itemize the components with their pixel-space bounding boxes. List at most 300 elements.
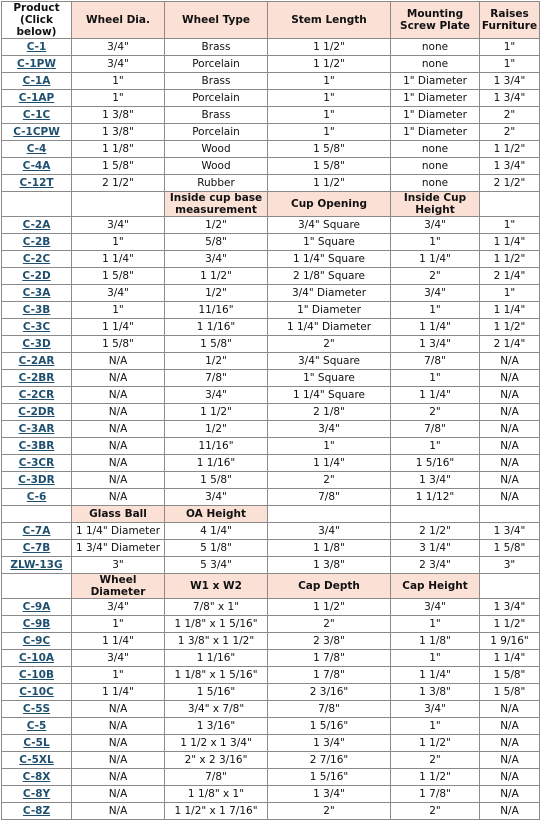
product-cell (2, 650, 72, 667)
header-cell-col-3: W1 x W2 (165, 574, 268, 599)
table-row (2, 735, 540, 752)
cell-raises: 1" (480, 285, 540, 302)
cell-col-5: 1" (391, 234, 480, 251)
cell-raises: N/A (480, 404, 540, 421)
product-link[interactable]: C-9B (22, 617, 51, 630)
product-link[interactable]: C-3AR (18, 422, 55, 435)
product-cell (2, 158, 72, 175)
cell-col-4: 7/8" (268, 701, 391, 718)
table-row (2, 251, 540, 268)
cell-wheel-dia: N/A (72, 701, 165, 718)
cell-col-3: 3/4" (165, 251, 268, 268)
cell-col-4: 2 1/8" (268, 404, 391, 421)
cell-col-3: Porcelain (165, 56, 268, 73)
cell-col-4: 2" (268, 336, 391, 353)
table-row (2, 73, 540, 90)
product-link[interactable]: C-2B (22, 235, 51, 248)
table-row (2, 701, 540, 718)
header-cell-col-5: Cap Height (391, 574, 480, 599)
cell-col-3: 1 5/16" (165, 684, 268, 701)
cell-col-4: 3/4" Square (268, 353, 391, 370)
cell-col-3: Brass (165, 73, 268, 90)
table-row (2, 175, 540, 192)
cell-raises: 1 3/4" (480, 90, 540, 107)
product-link[interactable]: C-1 (26, 40, 47, 53)
product-link[interactable]: C-2D (22, 269, 51, 282)
header-cell-raises: Raises Furniture (480, 2, 540, 39)
cell-raises: 1 3/4" (480, 599, 540, 616)
cell-col-3: 11/16" (165, 438, 268, 455)
cell-col-4: 1" Square (268, 234, 391, 251)
header-cell-raises (480, 574, 540, 599)
table-row (2, 107, 540, 124)
cell-col-5: 2" (391, 404, 480, 421)
product-cell (2, 217, 72, 234)
cell-col-4: 1 5/8" (268, 158, 391, 175)
cell-col-5: none (391, 141, 480, 158)
table-row (2, 285, 540, 302)
product-link[interactable]: C-4 (26, 142, 47, 155)
header-cell-col-4: Stem Length (268, 2, 391, 39)
product-cell (2, 268, 72, 285)
product-link[interactable]: C-1A (22, 74, 51, 87)
cell-col-4: 1 1/8" (268, 540, 391, 557)
cell-raises: N/A (480, 701, 540, 718)
cell-col-4: 2 3/16" (268, 684, 391, 701)
cell-col-3: 3/4" (165, 489, 268, 506)
product-cell (2, 803, 72, 820)
product-cell (2, 124, 72, 141)
cell-col-4: 1 7/8" (268, 650, 391, 667)
product-link[interactable]: C-5L (23, 736, 50, 749)
cell-col-5: 1" Diameter (391, 90, 480, 107)
cell-col-5: 1 3/4" (391, 336, 480, 353)
product-cell (2, 421, 72, 438)
cell-raises: 1 9/16" (480, 633, 540, 650)
table-row (2, 421, 540, 438)
product-link[interactable]: C-2AR (18, 354, 55, 367)
cell-wheel-dia: N/A (72, 735, 165, 752)
product-link[interactable]: C-2A (22, 218, 51, 231)
section-header-row (2, 506, 540, 523)
product-cell (2, 438, 72, 455)
cell-col-5: 3/4" (391, 701, 480, 718)
cell-wheel-dia: 1 1/4" (72, 633, 165, 650)
product-cell (2, 786, 72, 803)
cell-col-5: 1 3/4" (391, 472, 480, 489)
cell-col-5: 1 7/8" (391, 786, 480, 803)
cell-wheel-dia: 1" (72, 616, 165, 633)
product-cell (2, 73, 72, 90)
cell-col-4: 1" Square (268, 370, 391, 387)
cell-col-4: 3/4" Diameter (268, 285, 391, 302)
cell-col-3: 1/2" (165, 285, 268, 302)
cell-col-4: 3/4" (268, 421, 391, 438)
cell-col-3: 1 1/2" (165, 268, 268, 285)
table-row (2, 684, 540, 701)
product-link[interactable]: C-7B (22, 541, 51, 554)
cell-col-3: 1 1/16" (165, 319, 268, 336)
table-row (2, 650, 540, 667)
cell-wheel-dia: 1" (72, 73, 165, 90)
cell-wheel-dia: 3/4" (72, 39, 165, 56)
table-row (2, 90, 540, 107)
cell-col-3: 1 3/16" (165, 718, 268, 735)
cell-col-5: 2" (391, 268, 480, 285)
cell-col-5: 1 1/12" (391, 489, 480, 506)
cell-raises: 1 1/4" (480, 302, 540, 319)
product-link[interactable]: C-5S (22, 702, 51, 715)
product-cell (2, 667, 72, 684)
cell-raises: N/A (480, 438, 540, 455)
cell-col-3: 11/16" (165, 302, 268, 319)
header-cell-product (2, 574, 72, 599)
cell-col-4: 1" Diameter (268, 302, 391, 319)
product-cell (2, 455, 72, 472)
table-row (2, 268, 540, 285)
cell-wheel-dia: N/A (72, 404, 165, 421)
cell-wheel-dia: N/A (72, 387, 165, 404)
cell-col-5: 2" (391, 803, 480, 820)
header-cell-col-5 (391, 506, 480, 523)
cell-col-3: 1 1/8" x 1 5/16" (165, 667, 268, 684)
table-row (2, 667, 540, 684)
cell-col-3: 2" x 2 3/16" (165, 752, 268, 769)
product-link[interactable]: C-5 (26, 719, 47, 732)
cell-col-5: 1" (391, 650, 480, 667)
header-cell-col-4: Cap Depth (268, 574, 391, 599)
cell-wheel-dia: 3/4" (72, 650, 165, 667)
cell-raises: 1 3/4" (480, 158, 540, 175)
cell-col-3: 1 1/16" (165, 455, 268, 472)
cell-raises: N/A (480, 803, 540, 820)
cell-col-4: 1 3/8" (268, 557, 391, 574)
table-row (2, 786, 540, 803)
cell-col-3: 7/8" (165, 370, 268, 387)
cell-raises: 1 5/8" (480, 667, 540, 684)
table-row (2, 455, 540, 472)
header-cell-wheel-dia: Wheel Dia. (72, 2, 165, 39)
table-row (2, 438, 540, 455)
table-row (2, 599, 540, 616)
cell-col-3: 3/4" x 7/8" (165, 701, 268, 718)
cell-wheel-dia: 1" (72, 667, 165, 684)
product-link[interactable]: C-3D (22, 337, 51, 350)
product-link[interactable]: C-8X (22, 770, 51, 783)
cell-col-5: 1" Diameter (391, 73, 480, 90)
cell-wheel-dia: 1 1/4" (72, 684, 165, 701)
table-row (2, 336, 540, 353)
table-row (2, 540, 540, 557)
cell-col-5: 1 1/4" (391, 319, 480, 336)
cell-col-5: 1" (391, 718, 480, 735)
table-row (2, 489, 540, 506)
cell-wheel-dia: 1" (72, 302, 165, 319)
product-cell (2, 769, 72, 786)
table-row (2, 523, 540, 540)
product-link[interactable]: ZLW-13G (10, 558, 63, 571)
product-link[interactable]: C-12T (19, 176, 54, 189)
cell-col-3: 1 5/8" (165, 472, 268, 489)
cell-col-3: 4 1/4" (165, 523, 268, 540)
product-cell (2, 370, 72, 387)
cell-raises: 1 1/2" (480, 141, 540, 158)
cell-col-5: 3 1/4" (391, 540, 480, 557)
cell-raises: 2 1/2" (480, 175, 540, 192)
cell-col-4: 3/4" Square (268, 217, 391, 234)
table-row (2, 557, 540, 574)
cell-col-4: 1 1/4" Square (268, 387, 391, 404)
cell-col-4: 1" (268, 124, 391, 141)
cell-raises: N/A (480, 421, 540, 438)
cell-col-4: 1 7/8" (268, 667, 391, 684)
cell-raises: 1 1/4" (480, 234, 540, 251)
cell-col-4: 2 3/8" (268, 633, 391, 650)
header-cell-col-4 (268, 506, 391, 523)
cell-col-4: 1" (268, 107, 391, 124)
cell-col-5: 1" Diameter (391, 124, 480, 141)
cell-col-5: none (391, 39, 480, 56)
cell-col-4: 2" (268, 616, 391, 633)
cell-col-5: 2" (391, 752, 480, 769)
cell-col-3: 5 3/4" (165, 557, 268, 574)
cell-wheel-dia: 1" (72, 90, 165, 107)
section-header-row (2, 574, 540, 599)
cell-raises: N/A (480, 718, 540, 735)
cell-wheel-dia: 1 1/4" (72, 319, 165, 336)
cell-raises: N/A (480, 387, 540, 404)
cell-raises: 1 1/2" (480, 251, 540, 268)
cell-wheel-dia: 1 3/8" (72, 107, 165, 124)
table-row (2, 633, 540, 650)
cell-col-4: 1 5/16" (268, 718, 391, 735)
product-link[interactable]: C-2DR (18, 405, 55, 418)
product-cell (2, 616, 72, 633)
product-link[interactable]: C-1CPW (13, 125, 60, 138)
cell-col-4: 1 1/4" Square (268, 251, 391, 268)
header-cell-col-3: Inside cup base measurement (165, 192, 268, 217)
cell-col-4: 1 3/4" (268, 735, 391, 752)
header-cell-wheel-dia (72, 192, 165, 217)
header-cell-col-3: OA Height (165, 506, 268, 523)
table-row (2, 302, 540, 319)
product-cell (2, 285, 72, 302)
cell-wheel-dia: 3/4" (72, 285, 165, 302)
cell-col-4: 2" (268, 803, 391, 820)
cell-col-5: 1 5/16" (391, 455, 480, 472)
cell-col-3: 1 1/2" (165, 404, 268, 421)
cell-col-3: Porcelain (165, 90, 268, 107)
cell-wheel-dia: 1 1/4" (72, 251, 165, 268)
cell-col-5: 1" Diameter (391, 107, 480, 124)
cell-wheel-dia: N/A (72, 803, 165, 820)
cell-wheel-dia: 1" (72, 234, 165, 251)
cell-col-4: 2 7/16" (268, 752, 391, 769)
cell-raises: N/A (480, 489, 540, 506)
caster-spec-table (1, 1, 540, 820)
table-row (2, 158, 540, 175)
product-link[interactable]: C-7A (22, 524, 51, 537)
table-row (2, 404, 540, 421)
product-link[interactable]: C-8Y (22, 787, 51, 800)
cell-wheel-dia: 1 1/8" (72, 141, 165, 158)
product-link[interactable]: C-3BR (18, 439, 55, 452)
cell-col-3: 7/8" (165, 769, 268, 786)
cell-col-3: 1/2" (165, 421, 268, 438)
product-link[interactable]: C-10C (19, 685, 54, 698)
cell-col-3: Rubber (165, 175, 268, 192)
cell-col-5: 1 3/8" (391, 684, 480, 701)
cell-col-4: 1" (268, 90, 391, 107)
product-link[interactable]: C-2CR (18, 388, 55, 401)
cell-col-3: 1 5/8" (165, 336, 268, 353)
cell-col-3: Wood (165, 141, 268, 158)
cell-col-5: 1" (391, 438, 480, 455)
table-row (2, 234, 540, 251)
cell-col-5: 1 1/2" (391, 769, 480, 786)
product-link[interactable]: C-1C (22, 108, 51, 121)
cell-col-3: Porcelain (165, 124, 268, 141)
product-link[interactable]: C-10B (19, 668, 54, 681)
cell-raises: 1 3/4" (480, 523, 540, 540)
product-link[interactable]: C-8Z (22, 804, 51, 817)
cell-col-3: 1 1/8" x 1 5/16" (165, 616, 268, 633)
cell-wheel-dia: 1 5/8" (72, 158, 165, 175)
product-link[interactable]: C-3C (22, 320, 51, 333)
product-cell (2, 540, 72, 557)
cell-raises: N/A (480, 752, 540, 769)
product-cell (2, 319, 72, 336)
product-link[interactable]: C-4A (22, 159, 51, 172)
product-link[interactable]: C-3A (22, 286, 51, 299)
cell-col-5: none (391, 158, 480, 175)
cell-col-4: 1 3/4" (268, 786, 391, 803)
header-cell-wheel-dia: Glass Ball (72, 506, 165, 523)
cell-col-5: 1" (391, 302, 480, 319)
product-link[interactable]: C-1AP (18, 91, 55, 104)
product-link[interactable]: C-2BR (18, 371, 55, 384)
table-row (2, 370, 540, 387)
cell-col-5: 3/4" (391, 285, 480, 302)
product-cell (2, 633, 72, 650)
product-link[interactable]: C-5XL (19, 753, 54, 766)
cell-col-3: 1/2" (165, 353, 268, 370)
cell-col-3: 3/4" (165, 387, 268, 404)
cell-col-5: 1 1/2" (391, 735, 480, 752)
product-link[interactable]: C-9A (22, 600, 51, 613)
cell-col-5: 1 1/4" (391, 251, 480, 268)
product-cell (2, 387, 72, 404)
product-cell (2, 523, 72, 540)
cell-col-3: 1 1/2" x 1 7/16" (165, 803, 268, 820)
header-cell-raises (480, 192, 540, 217)
product-cell (2, 90, 72, 107)
cell-col-4: 1 1/2" (268, 175, 391, 192)
cell-col-5: 1 1/4" (391, 387, 480, 404)
cell-raises: 3" (480, 557, 540, 574)
product-link[interactable]: C-3CR (18, 456, 55, 469)
cell-wheel-dia: 1 5/8" (72, 336, 165, 353)
cell-raises: 2 1/4" (480, 268, 540, 285)
cell-wheel-dia: N/A (72, 370, 165, 387)
table-row (2, 141, 540, 158)
table-row (2, 803, 540, 820)
cell-raises: N/A (480, 455, 540, 472)
table-row (2, 472, 540, 489)
product-link[interactable]: C-6 (26, 490, 47, 503)
cell-raises: 1 5/8" (480, 684, 540, 701)
cell-wheel-dia: N/A (72, 769, 165, 786)
cell-wheel-dia: 1 3/4" Diameter (72, 540, 165, 557)
cell-wheel-dia: 3/4" (72, 56, 165, 73)
product-link[interactable]: C-3B (22, 303, 51, 316)
cell-col-4: 1" (268, 438, 391, 455)
section-header-row (2, 192, 540, 217)
cell-col-3: 1 1/16" (165, 650, 268, 667)
cell-raises: N/A (480, 786, 540, 803)
product-cell (2, 234, 72, 251)
table-row (2, 217, 540, 234)
cell-wheel-dia: N/A (72, 438, 165, 455)
table-row (2, 353, 540, 370)
product-link[interactable]: C-3DR (18, 473, 55, 486)
cell-col-5: none (391, 56, 480, 73)
cell-col-5: 1" (391, 370, 480, 387)
cell-col-4: 1 5/16" (268, 769, 391, 786)
header-cell-wheel-dia: Wheel Diameter (72, 574, 165, 599)
cell-col-5: none (391, 175, 480, 192)
product-cell (2, 701, 72, 718)
cell-raises: 1 1/2" (480, 616, 540, 633)
product-cell (2, 752, 72, 769)
product-link[interactable]: C-1PW (17, 57, 56, 70)
cell-raises: 1" (480, 56, 540, 73)
header-cell-product (2, 192, 72, 217)
product-link[interactable]: C-2C (22, 252, 51, 265)
cell-col-4: 3/4" (268, 523, 391, 540)
cell-raises: N/A (480, 370, 540, 387)
cell-wheel-dia: 1 3/8" (72, 124, 165, 141)
cell-raises: 1 5/8" (480, 540, 540, 557)
table-row (2, 319, 540, 336)
cell-raises: 2 1/4" (480, 336, 540, 353)
cell-wheel-dia: N/A (72, 752, 165, 769)
table-row (2, 752, 540, 769)
table-row (2, 616, 540, 633)
product-link[interactable]: C-9C (22, 634, 51, 647)
product-cell (2, 684, 72, 701)
cell-col-4: 2" (268, 472, 391, 489)
product-link[interactable]: C-10A (18, 651, 55, 664)
product-cell (2, 141, 72, 158)
table-row (2, 769, 540, 786)
product-cell (2, 472, 72, 489)
cell-col-3: Wood (165, 158, 268, 175)
cell-col-5: 2 1/2" (391, 523, 480, 540)
cell-col-4: 2 1/8" Square (268, 268, 391, 285)
header-cell-col-3: Wheel Type (165, 2, 268, 39)
cell-wheel-dia: N/A (72, 786, 165, 803)
cell-col-5: 2 3/4" (391, 557, 480, 574)
cell-col-3: 1 1/8" x 1" (165, 786, 268, 803)
table-row (2, 387, 540, 404)
cell-col-5: 3/4" (391, 599, 480, 616)
header-cell-raises (480, 506, 540, 523)
product-cell (2, 489, 72, 506)
product-cell (2, 175, 72, 192)
cell-col-3: 5 1/8" (165, 540, 268, 557)
product-cell (2, 735, 72, 752)
